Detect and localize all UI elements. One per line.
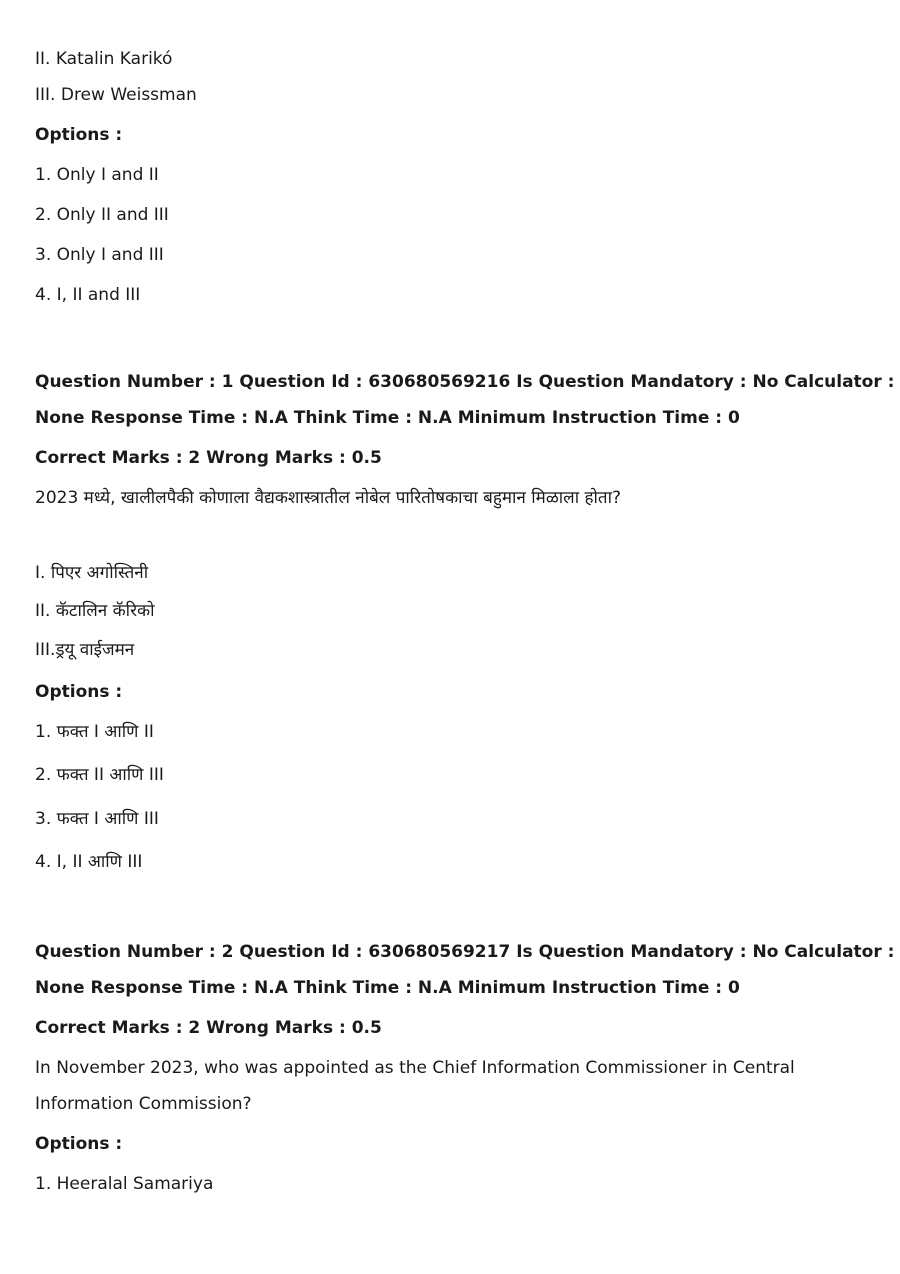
q1-question-text: 2023 मध्ये, खालीलपैकी कोणाला वैद्यकशास्त्रातील नोबेल पारितोषकाचा बहुमान मिळाला होता? [35,488,622,508]
q1-statement-i: I. पिएर अगोस्तिनी [35,563,149,583]
option-2: 2. Only II and III [35,205,169,225]
q1-statement-iii: III.ड्रयू वाईजमन [35,640,135,660]
q2-question-line-1: In November 2023, who was appointed as the Chief Information Commissioner in Central [35,1058,795,1078]
option-4: 4. I, II and III [35,285,141,305]
q1-meta-line-1: Question Number : 1 Question Id : 630680569216 Is Question Mandatory : No Calculator : [35,372,895,392]
option-1: 1. Only I and II [35,165,159,185]
q1-option-4: 4. I, II आणि III [35,852,143,872]
q2-meta-line-2: None Response Time : N.A Think Time : N.A Minimum Instruction Time : 0 [35,978,740,998]
q1-meta-line-2: None Response Time : N.A Think Time : N.A Minimum Instruction Time : 0 [35,408,740,428]
q1-option-3: 3. फक्त I आणि III [35,809,159,829]
q2-options-label: Options : [35,1134,123,1154]
statement-ii: II. Katalin Karikó [35,49,173,69]
q2-option-1: 1. Heeralal Samariya [35,1174,214,1194]
statement-iii: III. Drew Weissman [35,85,197,105]
q2-marks: Correct Marks : 2 Wrong Marks : 0.5 [35,1018,382,1038]
q1-option-2: 2. फक्त II आणि III [35,765,164,785]
q1-marks: Correct Marks : 2 Wrong Marks : 0.5 [35,448,382,468]
q1-options-label: Options : [35,682,123,702]
q2-question-line-2: Information Commission? [35,1094,252,1114]
q1-option-1: 1. फक्त I आणि II [35,722,154,742]
option-3: 3. Only I and III [35,245,164,265]
q1-statement-ii: II. कॅटालिन कॅरिको [35,601,155,621]
options-label: Options : [35,125,123,145]
q2-meta-line-1: Question Number : 2 Question Id : 630680569217 Is Question Mandatory : No Calculator : [35,942,895,962]
